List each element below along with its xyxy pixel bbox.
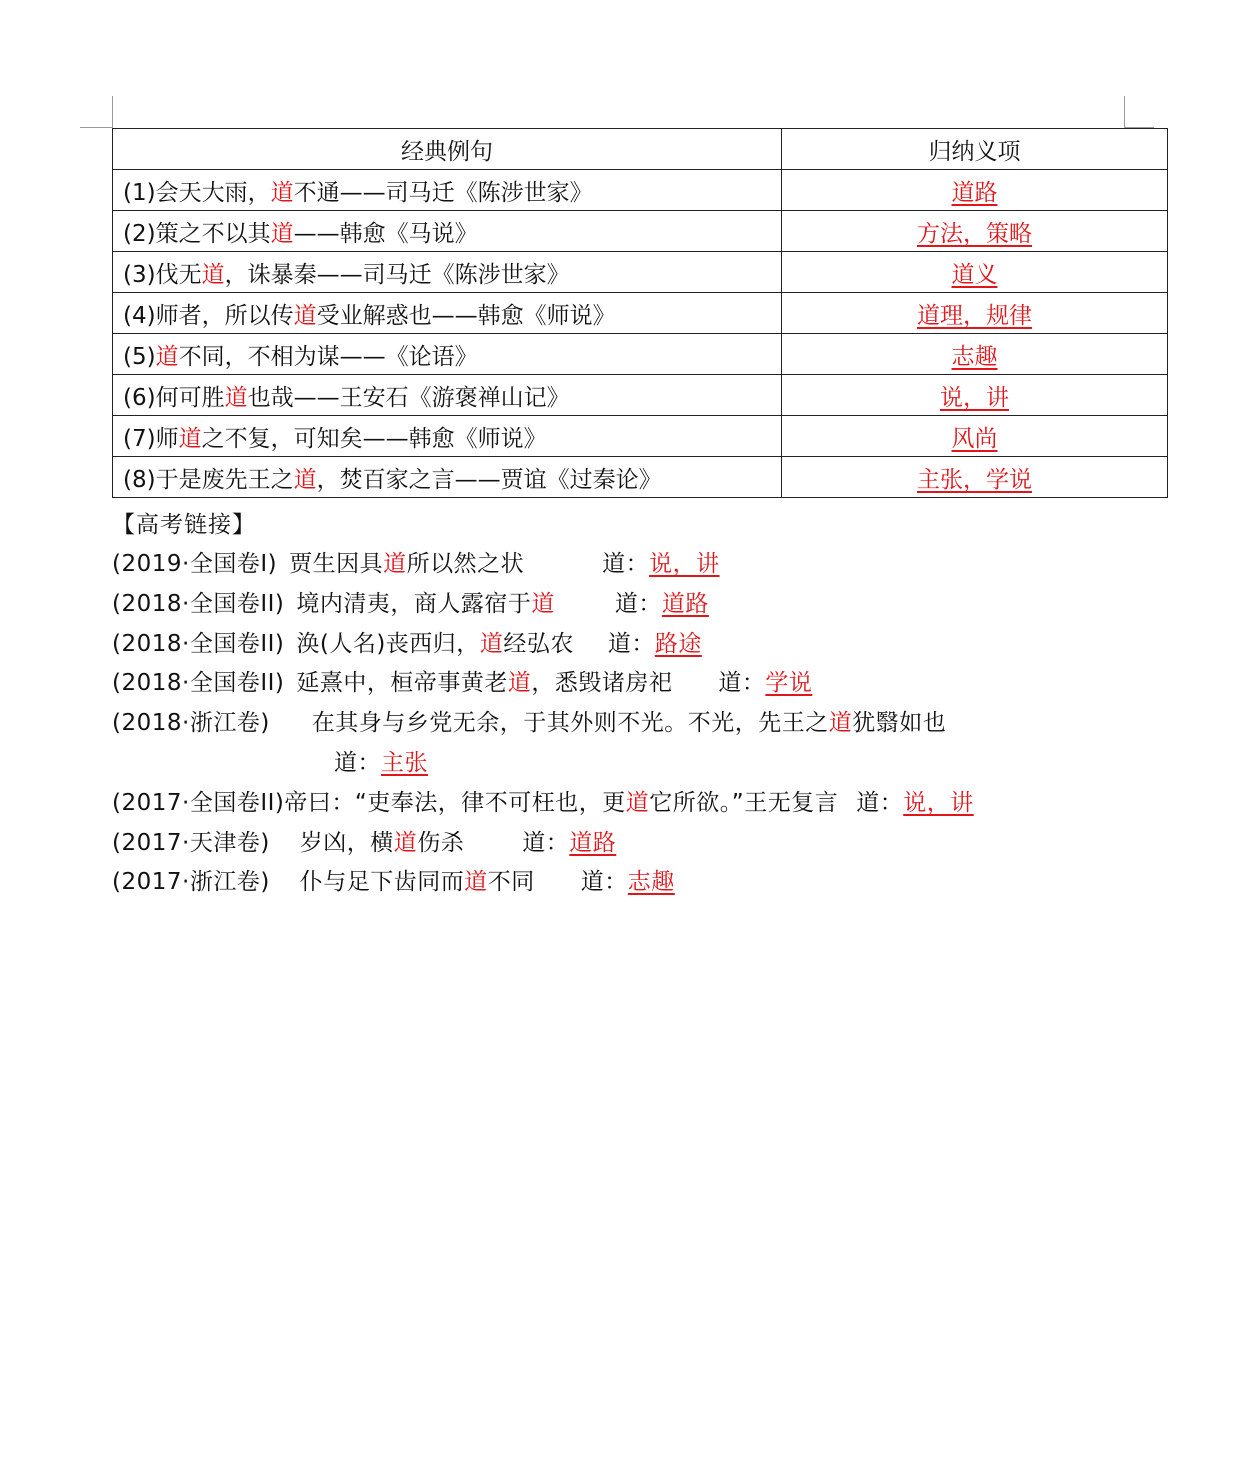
sentence-pre: (2)策之不以其: [123, 220, 271, 247]
meaning-cell: [782, 334, 1168, 375]
meaning-cell: [782, 293, 1168, 334]
meaning-answer: 道理，规律: [917, 302, 1032, 329]
exam-links-section: [112, 505, 1132, 903]
meaning-answer: 方法，策略: [917, 220, 1032, 247]
meaning-cell: [782, 416, 1168, 457]
list-item-continuation: [112, 744, 1132, 784]
highlight-word: 道: [625, 789, 650, 816]
crop-mark-horizontal-left: [80, 127, 113, 128]
meaning-answer: 志趣: [951, 343, 998, 370]
sentence-post: ，诛暴秦——司马迁《陈涉世家》: [224, 261, 570, 288]
example-sentence: [113, 375, 782, 416]
sentence-post: 伤杀: [417, 829, 465, 856]
exam-source: (2017·天津卷): [112, 829, 270, 856]
highlight-word: 道: [507, 670, 532, 697]
answer-label: 道：: [580, 869, 628, 896]
table-row: [113, 170, 1168, 211]
sentence-pre: 延熹中，桓帝事黄老: [296, 670, 508, 697]
sentence-pre: (1)会天大雨，: [123, 179, 271, 206]
answer-label: 道：: [602, 551, 650, 577]
exam-source: (2017·全国卷II): [112, 789, 285, 816]
highlight-word: 道: [270, 220, 294, 247]
example-sentence: [113, 170, 782, 211]
meaning-answer: 说，讲: [903, 789, 974, 816]
list-item: [112, 704, 1132, 744]
table-row: [113, 375, 1168, 416]
sentence-post: 经弘农: [503, 630, 574, 657]
example-sentence: [113, 211, 782, 252]
meaning-answer: 学说: [765, 670, 813, 697]
sentence-pre: 贾生因具: [289, 551, 384, 577]
highlight-word: 道: [393, 829, 418, 856]
highlight-word: 道: [531, 590, 555, 617]
table-row: [113, 334, 1168, 375]
highlight-word: 道: [464, 869, 488, 896]
exam-source: (2018·全国卷II): [112, 590, 285, 617]
meaning-answer: 志趣: [627, 869, 675, 896]
list-item: [112, 863, 1132, 903]
table-row: [113, 457, 1168, 498]
highlight-word: 道: [224, 384, 248, 411]
answer-label: 道：: [856, 789, 904, 816]
table-row: [113, 252, 1168, 293]
meaning-answer: 说，讲: [649, 551, 720, 577]
meaning-cell: [782, 170, 1168, 211]
header-meanings: 归纳义项: [782, 129, 1168, 170]
answer-label: 道：: [607, 630, 655, 657]
highlight-word: 道: [155, 343, 179, 370]
meaning-answer: 道路: [951, 179, 998, 206]
highlight-word: 道: [201, 261, 225, 288]
example-sentence: [113, 457, 782, 498]
sentence-pre: 帝曰：“吏奉法，律不可枉也，更: [284, 789, 626, 816]
sentence-post: 不通——司马迁《陈涉世家》: [293, 179, 593, 206]
highlight-word: 道: [178, 425, 202, 452]
table-header-row: [113, 129, 1168, 170]
exam-source: (2018·全国卷II): [112, 630, 285, 657]
example-sentence: [113, 416, 782, 457]
sentence-pre: 涣(人名)丧西归，: [296, 630, 480, 657]
example-sentence: [113, 334, 782, 375]
meaning-answer: 道路: [661, 590, 709, 617]
sentence-post: 之不复，可知矣——韩愈《师说》: [201, 425, 547, 452]
meaning-answer: 风尚: [951, 425, 998, 452]
sentence-pre: (8)于是废先王之: [123, 466, 294, 493]
meaning-answer: 道路: [569, 829, 617, 856]
sentence-pre: 境内清夷，商人露宿于: [296, 590, 532, 617]
sentence-post: 所以然之状: [406, 551, 525, 577]
table-row: [113, 293, 1168, 334]
sentence-post: ，焚百家之言——贾谊《过秦论》: [316, 466, 662, 493]
answer-label: 道：: [334, 749, 381, 776]
meaning-cell: [782, 457, 1168, 498]
example-sentence: [113, 252, 782, 293]
table-row: [113, 416, 1168, 457]
highlight-word: 道: [479, 630, 504, 657]
sentence-post: 受业解惑也——韩愈《师说》: [316, 302, 616, 329]
meaning-cell: [782, 375, 1168, 416]
table-row: [113, 211, 1168, 252]
exam-source: (2018·全国卷II): [112, 670, 285, 697]
exam-source: (2017·浙江卷): [112, 869, 270, 896]
list-item: [112, 664, 1132, 704]
highlight-word: 道: [270, 179, 294, 206]
sentence-post: 也哉——王安石《游褒禅山记》: [247, 384, 570, 411]
sentence-post: 不同: [487, 869, 535, 896]
answer-label: 道：: [718, 670, 766, 697]
sentence-post: 它所欲。”王无复言: [649, 789, 839, 816]
exam-source: (2018·浙江卷): [112, 710, 270, 737]
meaning-answer: 主张，学说: [917, 466, 1032, 493]
crop-mark-vertical-left: [112, 96, 113, 128]
highlight-word: 道: [293, 466, 317, 493]
meaning-cell: [782, 211, 1168, 252]
crop-mark-vertical-right: [1124, 96, 1125, 128]
list-item: [112, 784, 1132, 824]
highlight-word: 道: [293, 302, 317, 329]
answer-label: 道：: [614, 590, 662, 617]
highlight-word: 道: [383, 551, 407, 577]
sentence-pre: 岁凶，横: [299, 829, 394, 856]
sentence-pre: (4)师者，所以传: [123, 302, 294, 329]
exam-source: (2019·全国卷I): [112, 551, 278, 577]
meaning-answer: 道义: [951, 261, 998, 288]
list-item: [112, 824, 1132, 864]
example-sentence: [113, 293, 782, 334]
meaning-answer: 主张: [381, 749, 428, 776]
sentence-pre: (3)伐无: [123, 261, 202, 288]
sentence-pre: (5): [123, 343, 156, 370]
list-item: [112, 585, 1132, 625]
exam-links-title: 【高考链接】: [112, 512, 256, 538]
examples-table: [112, 128, 1168, 498]
list-item: [112, 625, 1132, 665]
sentence-post: ——韩愈《马说》: [293, 220, 478, 247]
header-examples: 经典例句: [113, 129, 782, 170]
sentence-pre: (7)师: [123, 425, 179, 452]
meaning-cell: [782, 252, 1168, 293]
sentence-pre: (6)何可胜: [123, 384, 225, 411]
list-item: [112, 545, 1132, 585]
highlight-word: 道: [828, 710, 853, 737]
sentence-post: 不同，不相为谋——《论语》: [178, 343, 478, 370]
sentence-post: ，悉毁诸房祀: [531, 670, 673, 697]
sentence-pre: 仆与足下齿同而: [299, 869, 465, 896]
meaning-answer: 说，讲: [940, 384, 1009, 411]
answer-label: 道：: [522, 829, 570, 856]
sentence-pre: 在其身与乡党无余，于其外则不光。不光，先王之: [311, 710, 829, 737]
sentence-post: 犹翳如也: [852, 710, 947, 737]
meaning-answer: 路途: [654, 630, 702, 657]
